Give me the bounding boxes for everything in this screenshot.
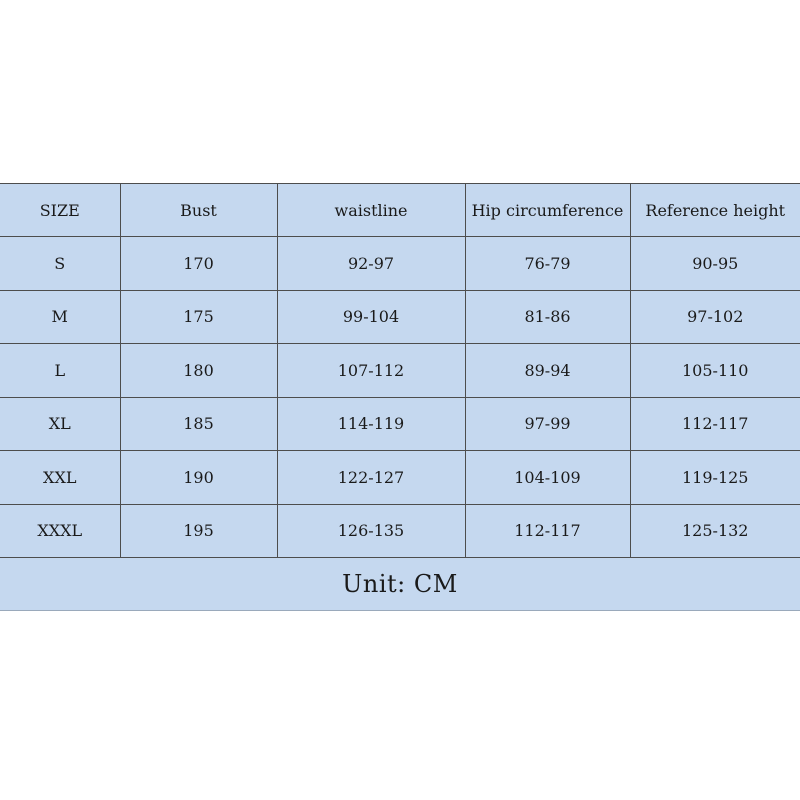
size-cell: M <box>0 290 120 344</box>
header-row <box>0 184 800 237</box>
hip-cell: 112-117 <box>465 504 630 558</box>
header-reference-height: Reference height <box>630 184 800 237</box>
table-row <box>0 344 800 398</box>
header-hip-circumference: Hip circumference <box>465 184 630 237</box>
footer-row <box>0 558 800 611</box>
hip-cell: 76-79 <box>465 237 630 291</box>
waistline-cell: 99-104 <box>277 290 465 344</box>
waistline-cell: 107-112 <box>277 344 465 398</box>
waistline-cell: 126-135 <box>277 504 465 558</box>
size-cell: L <box>0 344 120 398</box>
height-cell: 119-125 <box>630 451 800 505</box>
table-row <box>0 290 800 344</box>
size-cell: XXL <box>0 451 120 505</box>
bust-cell: 195 <box>120 504 277 558</box>
hip-cell: 97-99 <box>465 397 630 451</box>
height-cell: 97-102 <box>630 290 800 344</box>
bust-cell: 170 <box>120 237 277 291</box>
size-cell: XXXL <box>0 504 120 558</box>
size-cell: S <box>0 237 120 291</box>
unit-note: Unit: CM <box>0 558 800 611</box>
height-cell: 90-95 <box>630 237 800 291</box>
hip-cell: 81-86 <box>465 290 630 344</box>
bust-cell: 190 <box>120 451 277 505</box>
size-cell: XL <box>0 397 120 451</box>
header-waistline: waistline <box>277 184 465 237</box>
size-chart-table <box>0 183 800 611</box>
bust-cell: 185 <box>120 397 277 451</box>
waistline-cell: 92-97 <box>277 237 465 291</box>
table-row <box>0 504 800 558</box>
table-row <box>0 397 800 451</box>
table-row <box>0 451 800 505</box>
hip-cell: 104-109 <box>465 451 630 505</box>
height-cell: 112-117 <box>630 397 800 451</box>
height-cell: 125-132 <box>630 504 800 558</box>
header-bust: Bust <box>120 184 277 237</box>
waistline-cell: 122-127 <box>277 451 465 505</box>
table-row <box>0 237 800 291</box>
hip-cell: 89-94 <box>465 344 630 398</box>
bust-cell: 180 <box>120 344 277 398</box>
height-cell: 105-110 <box>630 344 800 398</box>
bust-cell: 175 <box>120 290 277 344</box>
waistline-cell: 114-119 <box>277 397 465 451</box>
header-size: SIZE <box>0 184 120 237</box>
